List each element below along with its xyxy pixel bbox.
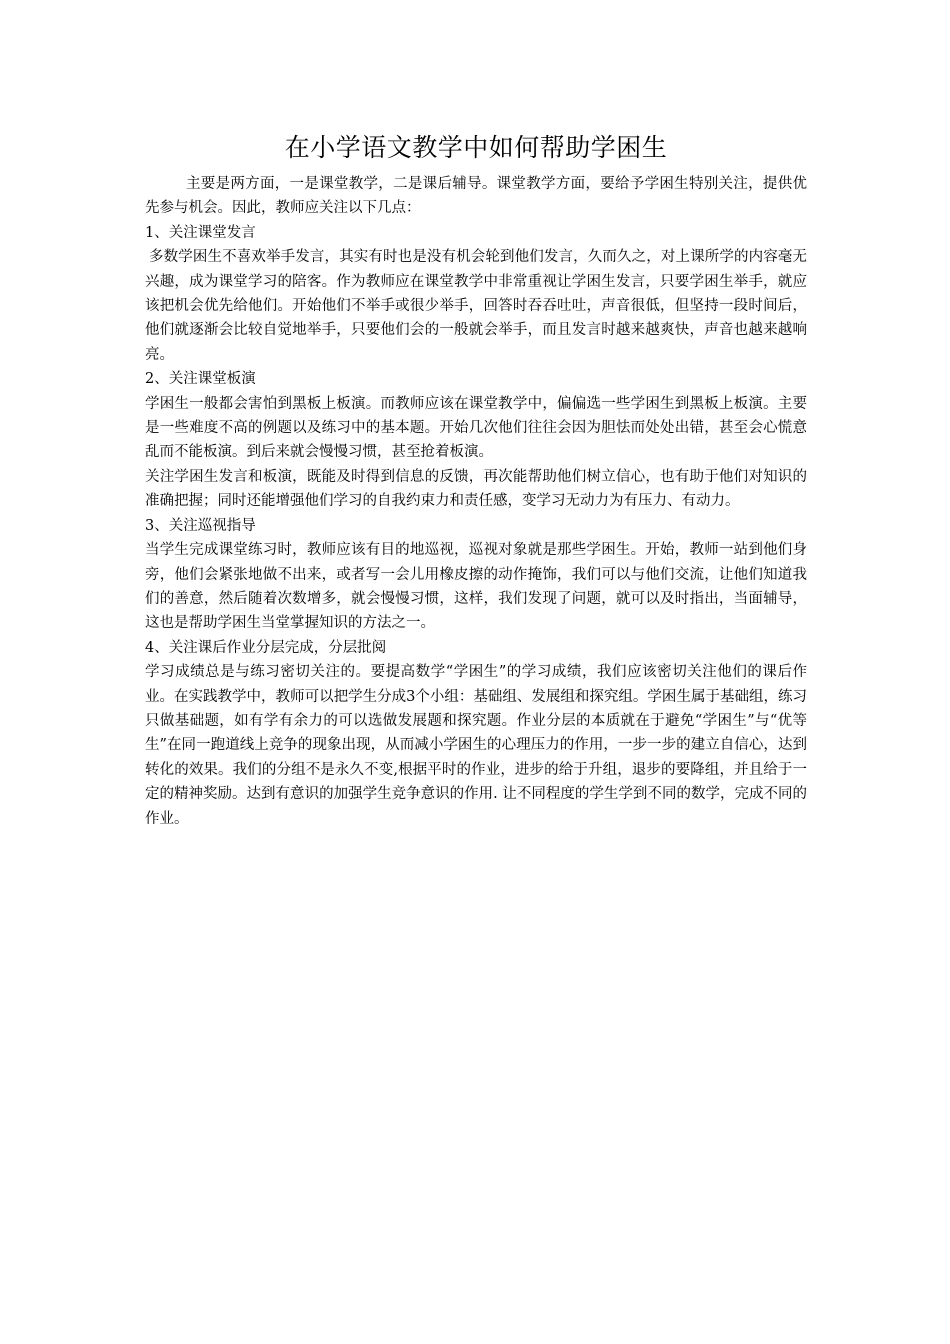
section-1-paragraph-1: 多数学困生不喜欢举手发言，其实有时也是没有机会轮到他们发言，久而久之，对上课所学的内容毫无兴趣，成为课堂学习的陪客。作为教师应在课堂教学中非常重视让学困生发言，只要学困生举手，就应该把机会优先给他们。开始他们不举手或很少举手，回答时吞吞吐吐，声音很低，但坚持一段时间后，他们就逐渐会比较自觉地举手，只要他们会的一般就会举手，而且发言时越来越爽快，声音也越来越响亮。 <box>145 249 807 363</box>
section-heading-1: 1、关注课堂发言 <box>145 224 256 241</box>
document-title: 在小学语文教学中如何帮助学困生 <box>284 133 668 162</box>
section-2-paragraph-1: 学困生一般都会害怕到黑板上板演。而教师应该在课堂教学中，偏偏选一些学困生到黑板上板演。主要是一些难度不高的例题以及练习中的基本题。开始几次他们往往会因为胆怯而处处出错，甚至会心慌意乱而不能板演。到后来就会慢慢习惯，甚至抢着板演。 <box>145 395 807 461</box>
section-heading-4: 4、关注课后作业分层完成，分层批阅 <box>145 639 387 656</box>
section-4-paragraph-1: 学习成绩总是与练习密切关注的。要提高数学“学困生”的学习成绩，我们应该密切关注他们的课后作业。在实践教学中，教师可以把学生分成3个小组：基础组、发展组和探究组。学困生属于基础组，练习只做基础题，如有学有余力的可以选做发展题和探究题。作业分层的本质就在于避免“学困生”与“优等生”在同一跑道线上竞争的现象出现，从而减小学困生的心理压力的作用，一步一步的建立自信心，达到转化的效果。我们的分组不是永久不变,根据平时的作业，进步的给于升组，退步的要降组，并且给于一定的精神奖励。达到有意识的加强学生竞争意识的作用. 让不同程度的学生学到不同的数学，完成不同的作业。 <box>145 664 807 827</box>
document-page <box>145 130 807 831</box>
section-heading-3: 3、关注巡视指导 <box>145 517 256 534</box>
section-heading-2: 2、关注课堂板演 <box>145 371 256 388</box>
section-3-paragraph-1: 当学生完成课堂练习时，教师应该有目的地巡视，巡视对象就是那些学困生。开始，教师一站到他们身旁，他们会紧张地做不出来，或者写一会儿用橡皮擦的动作掩饰，我们可以与他们交流，让他们知道我们的善意，然后随着次数增多，就会慢慢习惯，这样，我们发现了问题，就可以及时指出，当面辅导，这也是帮助学困生当堂掌握知识的方法之一。 <box>145 542 807 632</box>
intro-paragraph: 主要是两方面，一是课堂教学，二是课后辅导。课堂教学方面，要给予学困生特别关注，提供优先参与机会。因此，教师应关注以下几点： <box>145 176 807 217</box>
section-2-paragraph-2: 关注学困生发言和板演，既能及时得到信息的反馈，再次能帮助他们树立信心，也有助于他们对知识的准确把握；同时还能增强他们学习的自我约束力和责任感，变学习无动力为有压力、有动力。 <box>145 468 807 510</box>
